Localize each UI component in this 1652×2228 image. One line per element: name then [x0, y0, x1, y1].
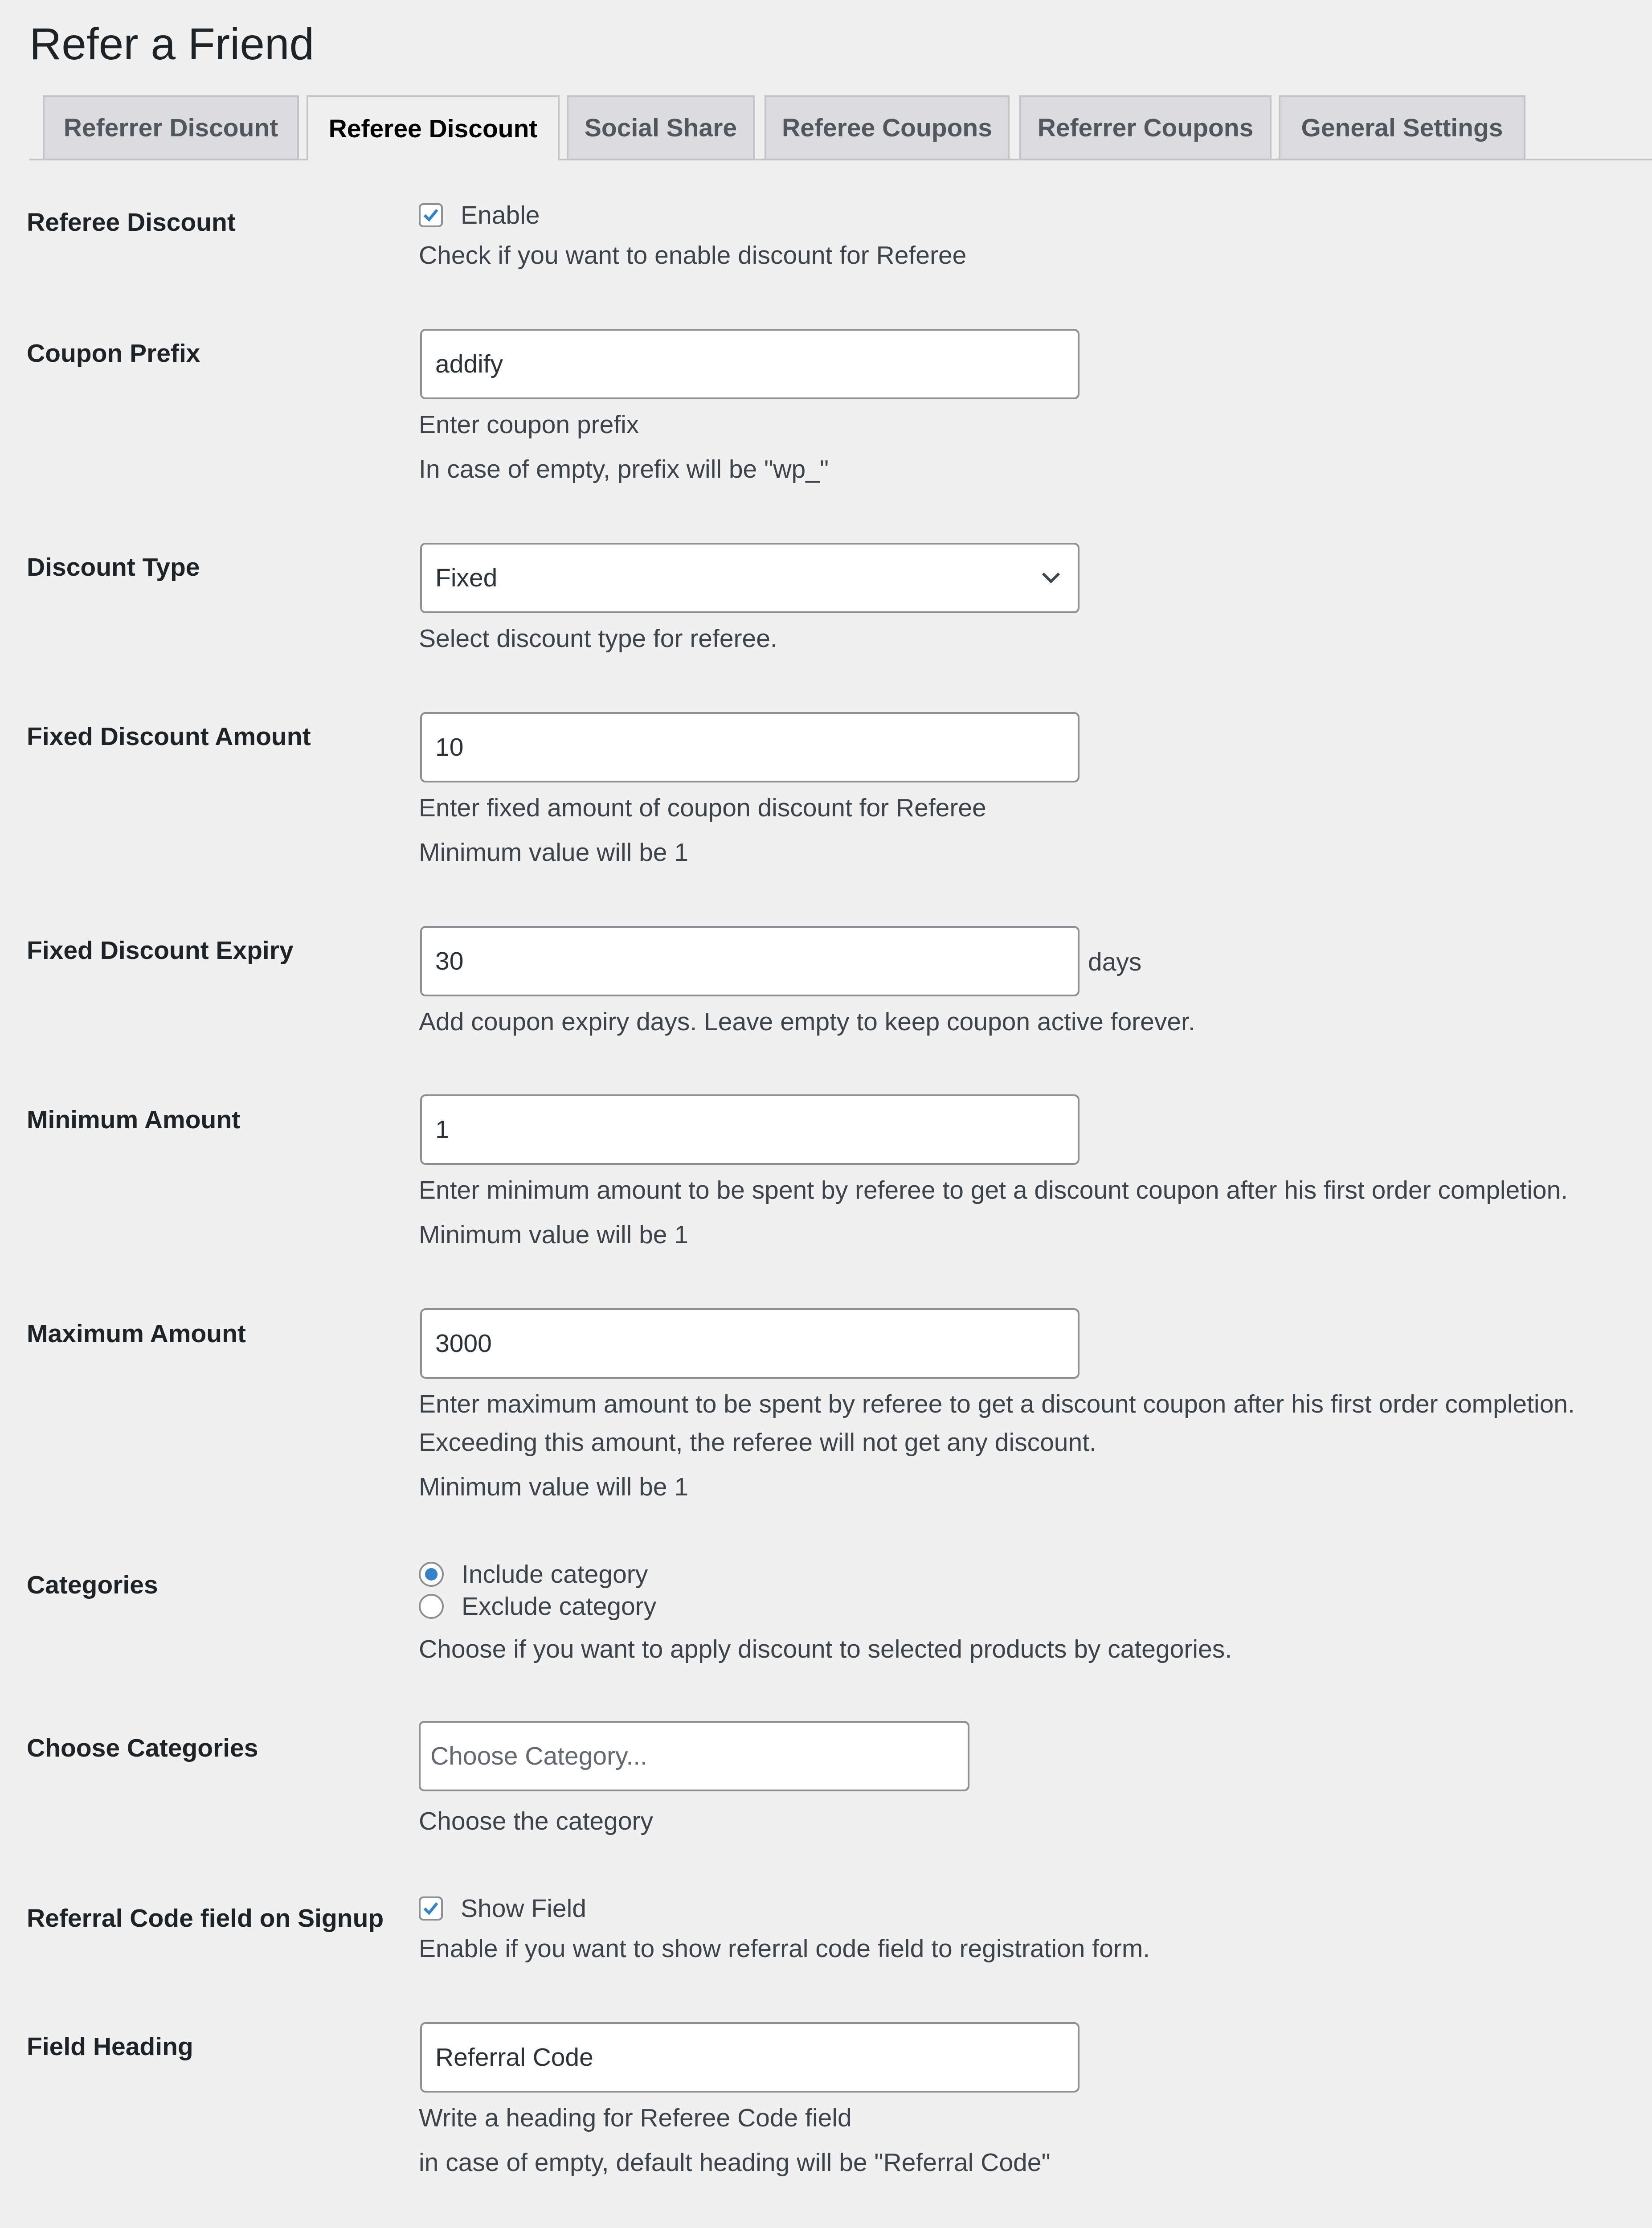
referee-discount-desc: Check if you want to enable discount for Referee	[419, 241, 967, 270]
coupon-prefix-input[interactable]	[420, 329, 1080, 399]
exclude-category-radio[interactable]	[419, 1592, 656, 1621]
fixed-discount-expiry-label: Fixed Discount Expiry	[27, 936, 294, 965]
minimum-amount-desc: Enter minimum amount to be spent by referee to get a discount coupon after his first order completion.	[419, 1176, 1568, 1204]
referral-code-field-label: Referral Code field on Signup	[27, 1904, 384, 1933]
tab-referee-coupons[interactable]: Referee Coupons	[765, 95, 1010, 159]
field-heading-desc: Write a heading for Referee Code field	[419, 2104, 852, 2132]
discount-type-desc: Select discount type for referee.	[419, 624, 777, 653]
page-title: Refer a Friend	[29, 19, 315, 69]
choose-categories-label: Choose Categories	[27, 1734, 258, 1762]
coupon-prefix-label: Coupon Prefix	[27, 339, 200, 368]
referral-code-field-desc: Enable if you want to show referral code field to registration form.	[419, 1934, 1150, 1963]
tab-referee-discount[interactable]: Referee Discount	[307, 95, 560, 160]
maximum-amount-input[interactable]	[420, 1308, 1080, 1379]
checkbox-label: Enable	[461, 201, 540, 229]
minimum-amount-input[interactable]	[420, 1094, 1080, 1165]
fixed-discount-expiry-input[interactable]	[420, 926, 1080, 996]
fixed-discount-amount-note: Minimum value will be 1	[419, 838, 689, 867]
discount-type-label: Discount Type	[27, 553, 200, 582]
tab-referrer-discount[interactable]: Referrer Discount	[43, 95, 299, 159]
checkbox-checked-icon[interactable]	[419, 203, 443, 227]
radio-label: Include category	[462, 1560, 648, 1589]
maximum-amount-label: Maximum Amount	[27, 1319, 246, 1348]
referee-discount-label: Referee Discount	[27, 208, 236, 237]
discount-type-value: Fixed	[435, 564, 498, 592]
fixed-discount-expiry-desc: Add coupon expiry days. Leave empty to keep coupon active forever.	[419, 1008, 1195, 1036]
categories-label: Categories	[27, 1571, 158, 1599]
maximum-amount-desc: Enter maximum amount to be spent by referee to get a discount coupon after his first order completion.	[419, 1390, 1575, 1418]
coupon-prefix-desc: Enter coupon prefix	[419, 410, 639, 439]
radio-unselected-icon[interactable]	[419, 1594, 444, 1619]
chevron-down-icon	[1038, 565, 1064, 591]
minimum-amount-note: Minimum value will be 1	[419, 1220, 689, 1249]
tab-bar	[29, 95, 1652, 160]
radio-selected-icon[interactable]	[419, 1562, 444, 1587]
field-heading-label: Field Heading	[27, 2032, 193, 2061]
tab-general-settings[interactable]: General Settings	[1279, 95, 1525, 159]
radio-label: Exclude category	[462, 1592, 657, 1621]
choose-categories-desc: Choose the category	[419, 1807, 653, 1835]
tab-referrer-coupons[interactable]: Referrer Coupons	[1019, 95, 1272, 159]
choose-categories-input[interactable]	[419, 1721, 969, 1791]
include-category-radio[interactable]	[419, 1560, 648, 1589]
coupon-prefix-note: In case of empty, prefix will be "wp_"	[419, 455, 829, 483]
categories-desc: Choose if you want to apply discount to selected products by categories.	[419, 1635, 1232, 1663]
maximum-amount-note: Minimum value will be 1	[419, 1473, 689, 1501]
minimum-amount-label: Minimum Amount	[27, 1106, 241, 1134]
show-field-checkbox[interactable]	[419, 1894, 586, 1923]
checkbox-label: Show Field	[461, 1894, 586, 1923]
checkbox-checked-icon[interactable]	[419, 1896, 443, 1921]
fixed-discount-amount-desc: Enter fixed amount of coupon discount for Referee	[419, 794, 986, 822]
discount-type-select[interactable]	[420, 543, 1080, 613]
expiry-days-suffix: days	[1088, 948, 1142, 976]
fixed-discount-amount-input[interactable]	[420, 712, 1080, 782]
tab-social-share[interactable]: Social Share	[567, 95, 755, 159]
referee-discount-checkbox[interactable]	[419, 201, 540, 230]
field-heading-input[interactable]	[420, 2022, 1080, 2093]
fixed-discount-amount-label: Fixed Discount Amount	[27, 722, 311, 751]
field-heading-note: in case of empty, default heading will be "Referral Code"	[419, 2148, 1051, 2177]
maximum-amount-desc-2: Exceeding this amount, the referee will not get any discount.	[419, 1428, 1096, 1457]
